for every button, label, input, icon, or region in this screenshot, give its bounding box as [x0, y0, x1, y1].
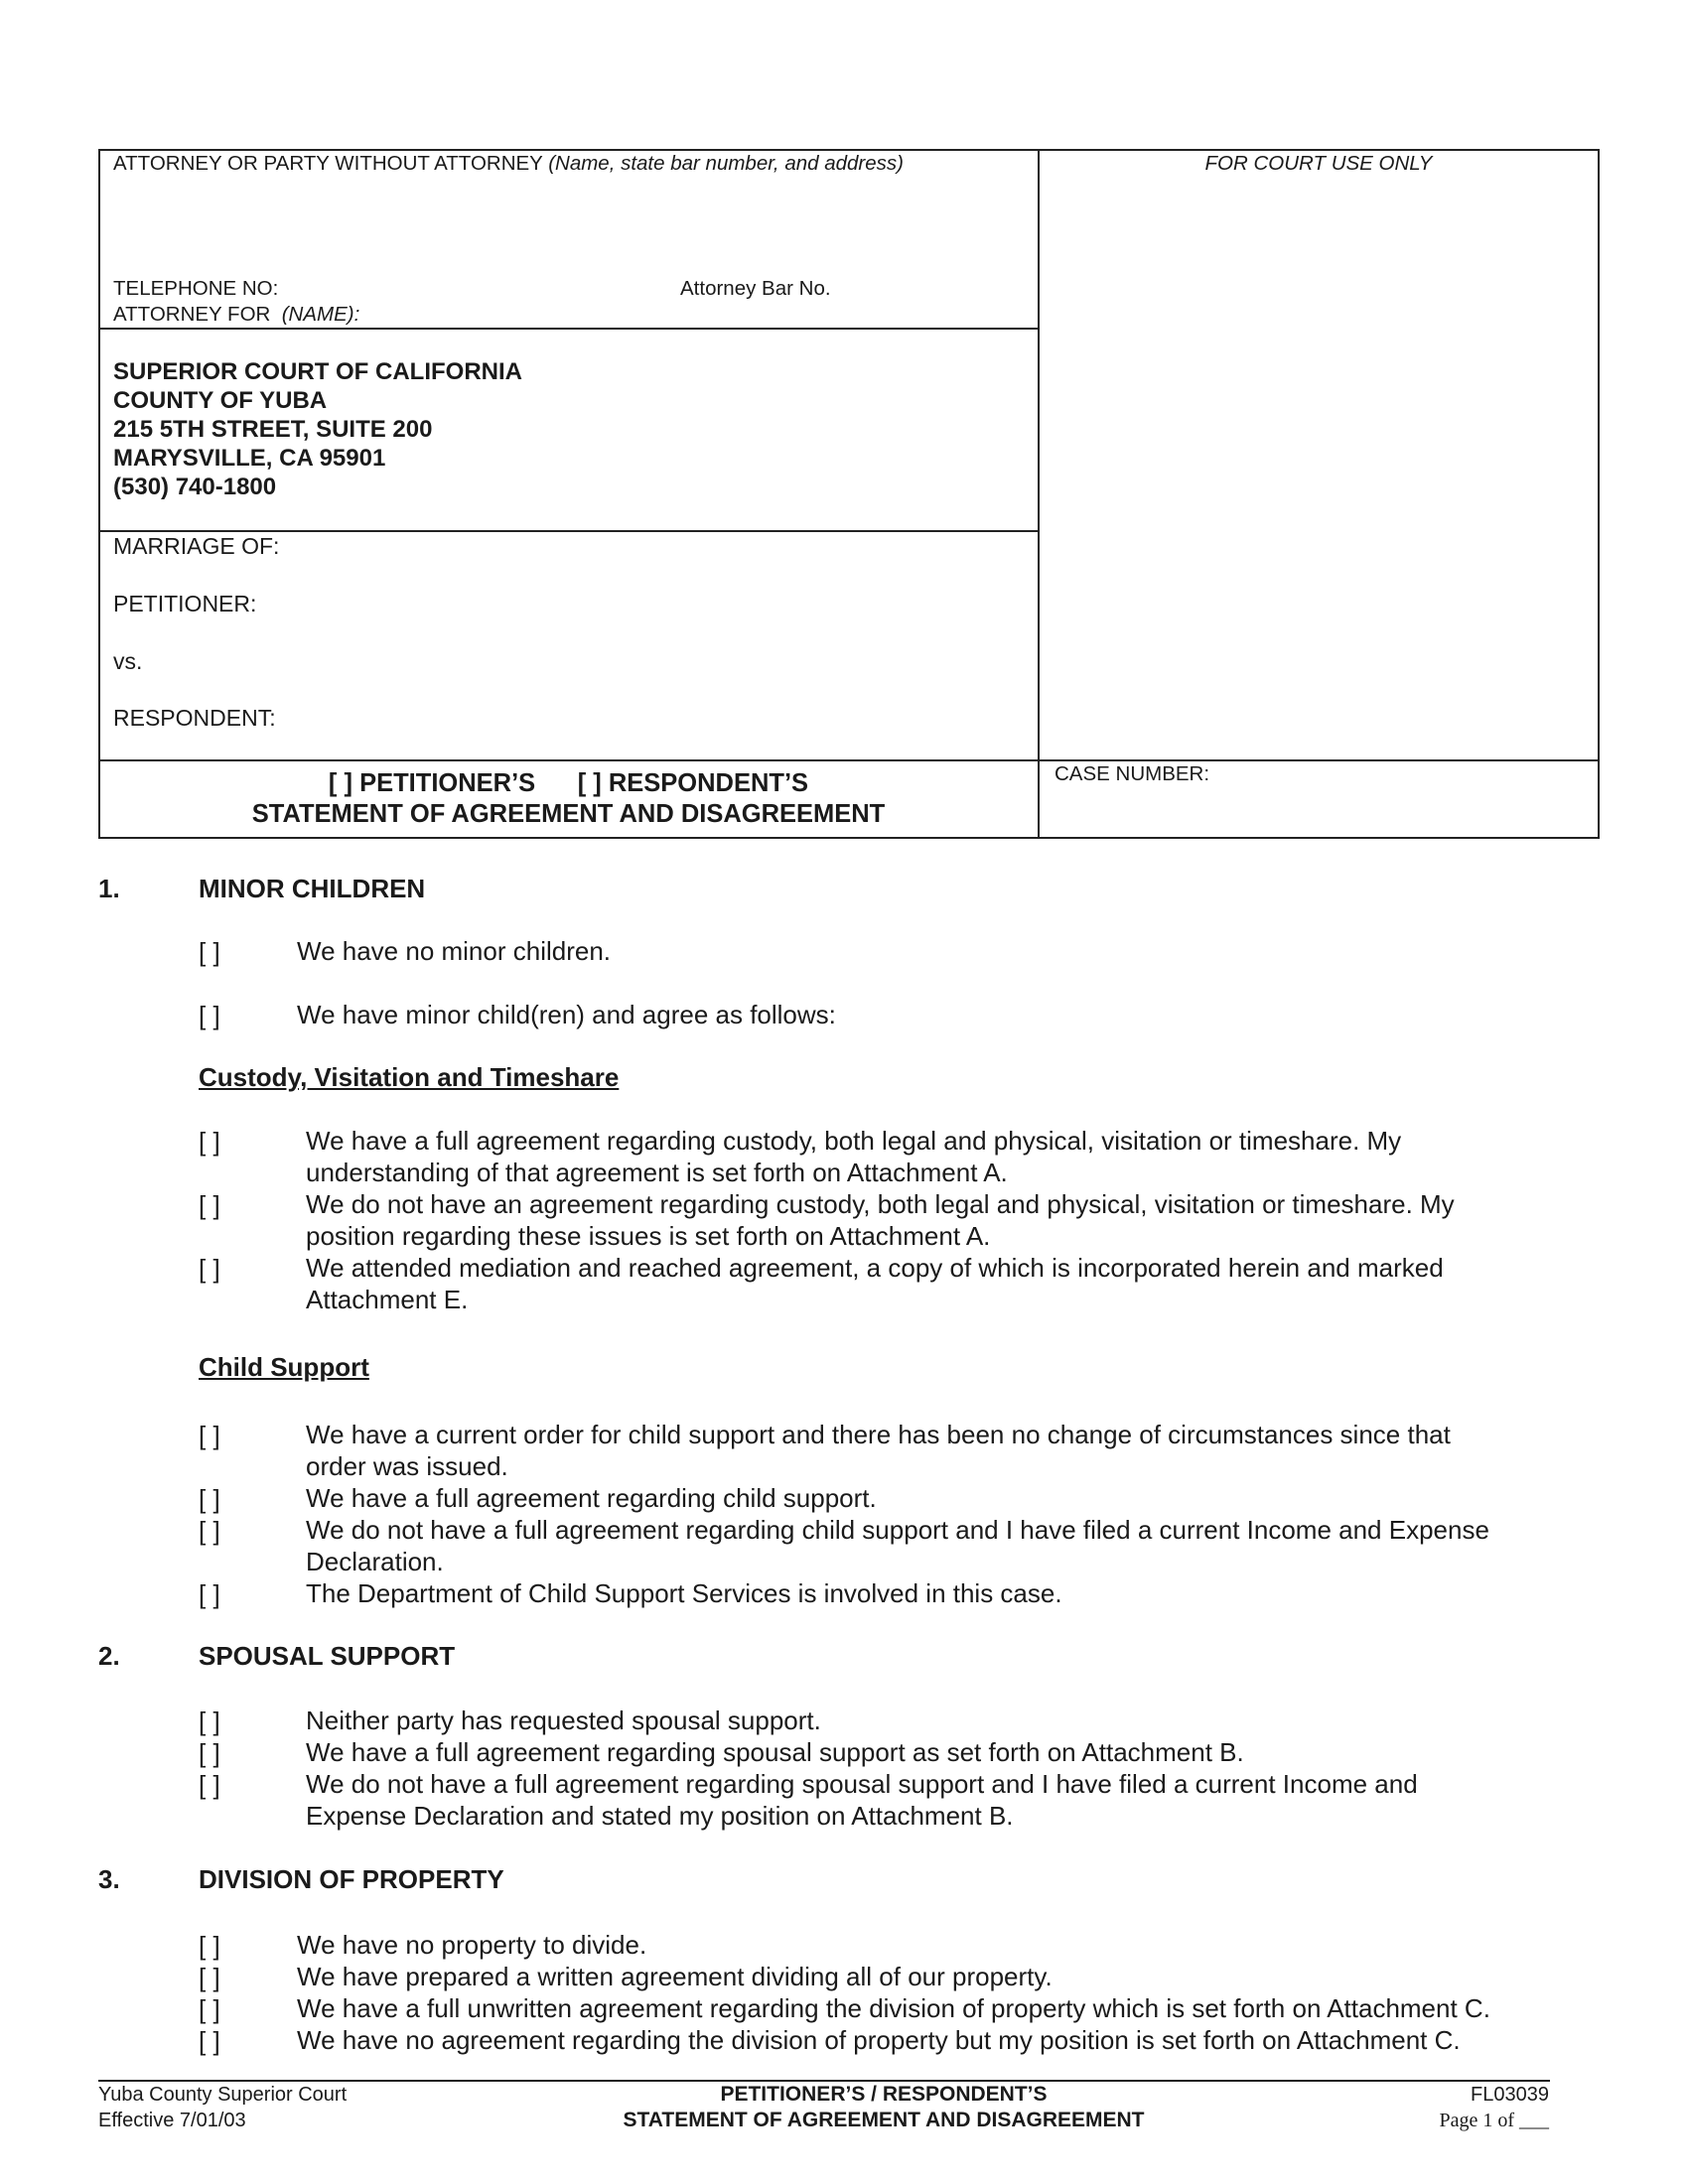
section-title-division-of-property: DIVISION OF PROPERTY	[199, 1864, 504, 1894]
case-number-label: CASE NUMBER:	[1055, 762, 1210, 785]
caption-divider-1	[98, 328, 1039, 330]
court-line: COUNTY OF YUBA	[113, 387, 328, 414]
footer-form-number: FL03039	[1471, 2084, 1549, 2106]
section-number: 2.	[98, 1641, 120, 1671]
checkbox-child-support-full[interactable]: [ ]	[199, 1484, 220, 1514]
item-spousal-no-agreement: We do not have a full agreement regarding spousal support and I have filed a current Income and Expense Declaration and stated my position on Attachment B.	[306, 1769, 1418, 1831]
form-title	[98, 768, 1039, 830]
checkbox-property-unwritten[interactable]: [ ]	[199, 1994, 220, 2024]
item-property-unwritten: We have a full unwritten agreement regarding the division of property which is set forth on Attachment C.	[297, 1993, 1490, 2023]
item-have-minor-children: We have minor child(ren) and agree as follows:	[297, 1000, 836, 1029]
item-property-none: We have no property to divide.	[297, 1930, 647, 1960]
section-title-minor-children: MINOR CHILDREN	[199, 874, 426, 903]
item-child-support-full: We have a full agreement regarding child support.	[306, 1483, 877, 1513]
footer-title: PETITIONER’S / RESPONDENT’S STATEMENT OF AGREEMENT AND DISAGREEMENT	[623, 2083, 1145, 2131]
checkbox-child-support-none[interactable]: [ ]	[199, 1516, 220, 1546]
title-line-1	[98, 768, 1039, 799]
subsection-title-custody: Custody, Visitation and Timeshare	[199, 1062, 620, 1092]
checkbox-property-written[interactable]: [ ]	[199, 1963, 220, 1992]
section-number: 3.	[98, 1864, 120, 1894]
caption-divider-2	[98, 530, 1039, 532]
court-line: 215 5TH STREET, SUITE 200	[113, 416, 433, 443]
attorney-label: ATTORNEY OR PARTY WITHOUT ATTORNEY (Name, state bar number, and address)	[113, 152, 904, 175]
court-line: MARYSVILLE, CA 95901	[113, 445, 386, 472]
item-property-written: We have prepared a written agreement dividing all of our property.	[297, 1962, 1053, 1991]
petitioner-label: PETITIONER:	[113, 591, 257, 616]
attorney-for-label: ATTORNEY FOR (NAME):	[113, 303, 360, 326]
checkbox-custody-mediation[interactable]: [ ]	[199, 1254, 220, 1284]
checkbox-custody-none[interactable]: [ ]	[199, 1190, 220, 1220]
checkbox-property-no-agreement[interactable]: [ ]	[199, 2026, 220, 2056]
item-custody-mediation: We attended mediation and reached agreement, a copy of which is incorporated herein and marked Attachment E.	[306, 1253, 1444, 1314]
vs-label: vs.	[113, 648, 143, 674]
checkbox-no-minor-children[interactable]: [ ]	[199, 937, 220, 967]
item-custody-none: We do not have an agreement regarding custody, both legal and physical, visitation or timeshare. My position regarding these issues is set forth on Attachment A.	[306, 1189, 1455, 1251]
marriage-of-label: MARRIAGE OF:	[113, 533, 280, 559]
item-custody-full: We have a full agreement regarding custody, both legal and physical, visitation or timeshare. My understanding of that agreement is set forth on Attachment A.	[306, 1126, 1402, 1187]
item-child-support-current-order: We have a current order for child support and there has been no change of circumstances since that order was issued.	[306, 1420, 1451, 1481]
petitioner-checkbox-title[interactable]: [ ] PETITIONER’S	[328, 769, 536, 797]
footer-page-number: Page 1 of ___	[1439, 2110, 1549, 2131]
checkbox-property-none[interactable]: [ ]	[199, 1931, 220, 1961]
court-address	[113, 357, 522, 501]
subsection-title-child-support: Child Support	[199, 1352, 369, 1382]
telephone-label: TELEPHONE NO:	[113, 277, 279, 300]
checkbox-child-support-current-order[interactable]: [ ]	[199, 1421, 220, 1450]
caption-divider-vertical	[1038, 149, 1040, 839]
checkbox-spousal-none-requested[interactable]: [ ]	[199, 1706, 220, 1736]
checkbox-spousal-full[interactable]: [ ]	[199, 1738, 220, 1768]
court-line: (530) 740-1800	[113, 474, 277, 500]
attorney-bar-label: Attorney Bar No.	[680, 277, 831, 300]
respondent-label: RESPONDENT:	[113, 705, 276, 731]
section-title-spousal-support: SPOUSAL SUPPORT	[199, 1641, 456, 1671]
item-child-support-none: We do not have a full agreement regarding child support and I have filed a current Income and Expense Declaration.	[306, 1515, 1489, 1576]
item-spousal-none-requested: Neither party has requested spousal support.	[306, 1706, 821, 1735]
item-child-support-dcss: The Department of Child Support Services is involved in this case.	[306, 1578, 1062, 1608]
court-use-label: FOR COURT USE ONLY	[1204, 152, 1433, 175]
item-no-minor-children: We have no minor children.	[297, 936, 612, 966]
checkbox-child-support-dcss[interactable]: [ ]	[199, 1579, 220, 1609]
footer-effective: Effective 7/01/03	[98, 2110, 246, 2131]
checkbox-spousal-no-agreement[interactable]: [ ]	[199, 1770, 220, 1800]
title-line-2: STATEMENT OF AGREEMENT AND DISAGREEMENT	[251, 800, 886, 828]
caption-divider-3	[98, 759, 1600, 761]
section-number: 1.	[98, 874, 120, 903]
respondent-checkbox-title[interactable]: [ ] RESPONDENT’S	[577, 769, 809, 797]
court-line: SUPERIOR COURT OF CALIFORNIA	[113, 358, 522, 385]
checkbox-custody-full[interactable]: [ ]	[199, 1127, 220, 1157]
item-spousal-full: We have a full agreement regarding spousal support as set forth on Attachment B.	[306, 1737, 1244, 1767]
checkbox-have-minor-children[interactable]: [ ]	[199, 1001, 220, 1030]
item-property-no-agreement: We have no agreement regarding the division of property but my position is set forth on Attachment C.	[297, 2025, 1461, 2055]
footer-court: Yuba County Superior Court	[98, 2084, 348, 2106]
